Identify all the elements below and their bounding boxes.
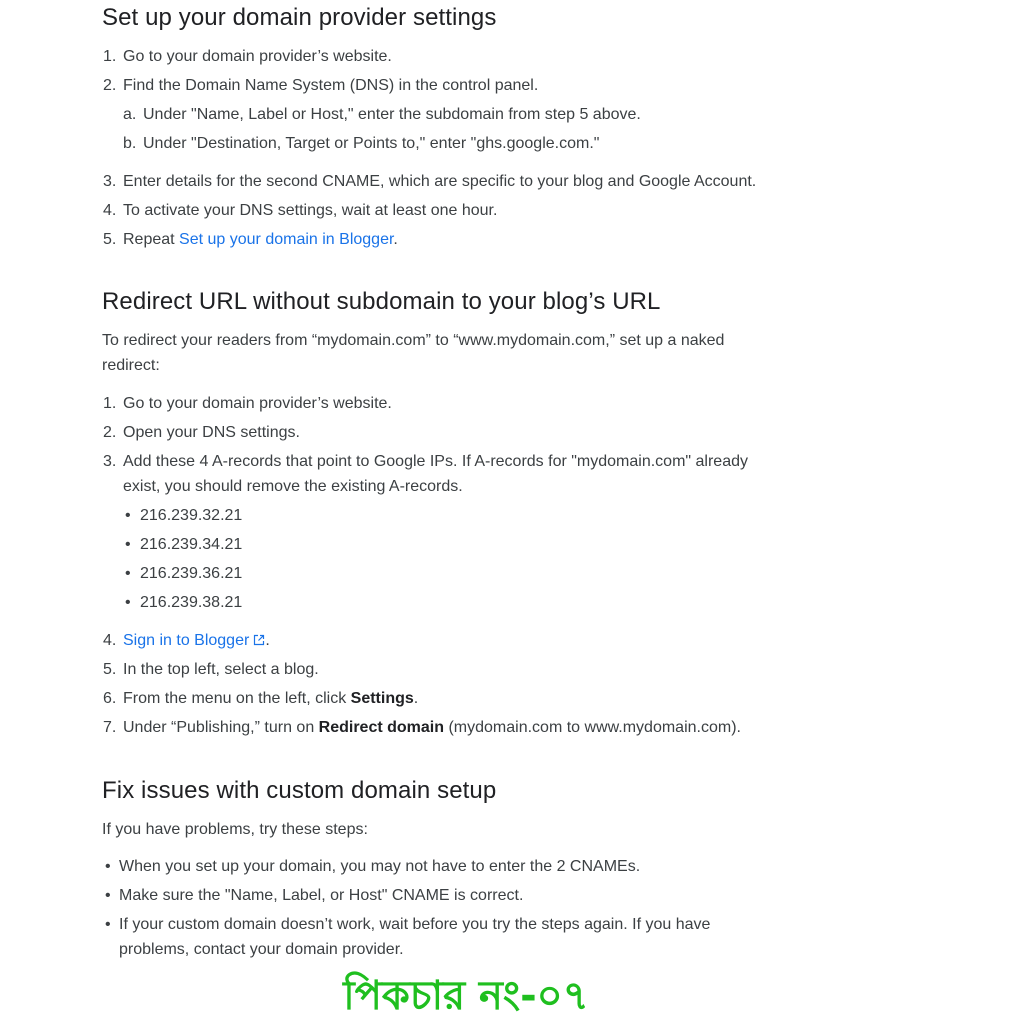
bullet: • <box>125 507 131 524</box>
ip-address: 216.239.38.21 <box>140 594 243 611</box>
bullet: • <box>105 916 111 933</box>
step-text: To activate your DNS settings, wait at least one hour. <box>123 202 498 219</box>
substep-text: Under "Destination, Target or Points to," enter "ghs.google.com." <box>143 135 600 152</box>
step-text: Repeat Set up your domain in Blogger. <box>123 231 398 248</box>
step-text: Add these 4 A-records that point to Google IPs. If A-records for "mydomain.com" already <box>123 453 748 470</box>
step-text: Find the Domain Name System (DNS) in the control panel. <box>123 77 539 94</box>
bullet: • <box>105 887 111 904</box>
step-text: Enter details for the second CNAME, which are specific to your blog and Google Account. <box>123 173 757 190</box>
intro-text: redirect: <box>102 357 160 374</box>
bullet-text: If your custom domain doesn’t work, wait before you try the steps again. If you have <box>119 916 711 933</box>
bullet-text: When you set up your domain, you may not have to enter the 2 CNAMEs. <box>119 858 641 875</box>
step-text: exist, you should remove the existing A-records. <box>123 478 463 495</box>
step-number: 4. <box>103 632 117 649</box>
substep-text: Under "Name, Label or Host," enter the subdomain from step 5 above. <box>143 106 641 123</box>
intro-text: If you have problems, try these steps: <box>102 821 368 838</box>
set-up-domain-in-blogger-link[interactable]: Set up your domain in Blogger <box>179 231 394 248</box>
step-number: 4. <box>103 202 117 219</box>
bullet-text: Make sure the "Name, Label, or Host" CNAME is correct. <box>119 887 524 904</box>
bullet: • <box>125 536 131 553</box>
section-heading-fix-issues: Fix issues with custom domain setup <box>102 777 497 804</box>
step-number: 1. <box>103 48 117 65</box>
step-number: 6. <box>103 690 117 707</box>
step-text: In the top left, select a blog. <box>123 661 319 678</box>
step-number: 3. <box>103 173 117 190</box>
ip-address: 216.239.36.21 <box>140 565 243 582</box>
step-text: Under “Publishing,” turn on Redirect domain (mydomain.com to www.mydomain.com). <box>123 719 741 736</box>
sign-in-to-blogger-link[interactable]: Sign in to Blogger <box>123 632 265 649</box>
step-number: 2. <box>103 77 117 94</box>
step-text: From the menu on the left, click Settings. <box>123 690 419 707</box>
ip-address: 216.239.32.21 <box>140 507 243 524</box>
bullet: • <box>125 565 131 582</box>
step-text: Open your DNS settings. <box>123 424 300 441</box>
step-text: Go to your domain provider’s website. <box>123 395 392 412</box>
external-link-icon <box>253 634 265 646</box>
bullet-text: problems, contact your domain provider. <box>119 941 404 958</box>
ip-address: 216.239.34.21 <box>140 536 243 553</box>
step-text: Go to your domain provider’s website. <box>123 48 392 65</box>
redirect-domain-label: Redirect domain <box>318 719 445 736</box>
substep-letter: b. <box>123 135 137 152</box>
step-number: 3. <box>103 453 117 470</box>
step-number: 1. <box>103 395 117 412</box>
section-heading-redirect-url: Redirect URL without subdomain to your blog’s URL <box>102 288 661 315</box>
section-heading-domain-provider-settings: Set up your domain provider settings <box>102 4 497 31</box>
step-number: 5. <box>103 231 117 248</box>
settings-label: Settings <box>350 690 414 707</box>
picture-caption: পিকচার নং-০৭ <box>343 973 589 1019</box>
step-number: 5. <box>103 661 117 678</box>
bullet: • <box>125 594 131 611</box>
step-number: 7. <box>103 719 117 736</box>
bullet: • <box>105 858 111 875</box>
substep-letter: a. <box>123 106 137 123</box>
step-number: 2. <box>103 424 117 441</box>
step-text: Sign in to Blogger . <box>123 632 270 649</box>
intro-text: To redirect your readers from “mydomain.com” to “www.mydomain.com,” set up a naked <box>102 332 725 349</box>
